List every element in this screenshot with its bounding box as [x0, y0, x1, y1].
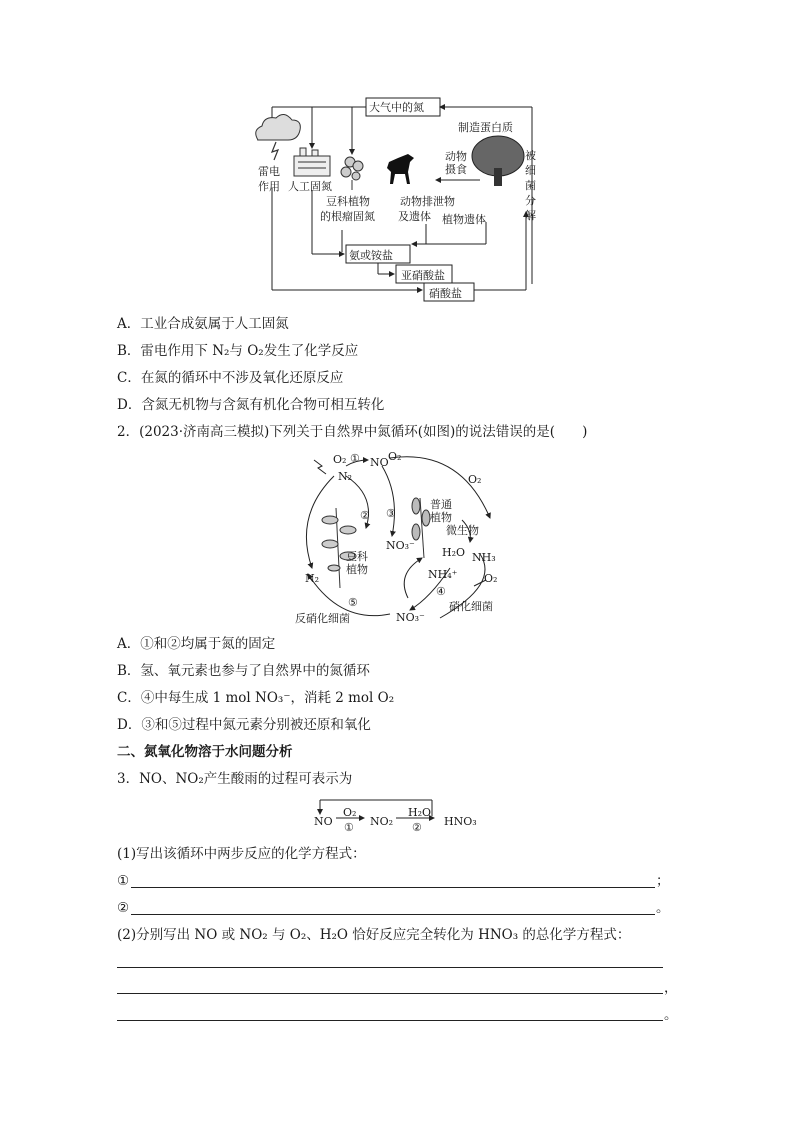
fig2-legume-1: 豆科	[346, 550, 368, 563]
lightning-label-1: 雷电	[258, 165, 280, 178]
q3-sub2: (2)分别写出 NO 或 NO₂ 与 O₂、H₂O 恰好反应完全转化为 HNO₃ 的总化学方程式：	[117, 927, 631, 943]
legume-plant-icon	[341, 157, 363, 190]
artificial-fixation-label: 人工固氮	[288, 180, 332, 193]
fig2-nitrifying: 硝化细菌	[449, 600, 493, 613]
nitrate-box-label: 硝酸盐	[429, 287, 462, 300]
cloud-icon	[256, 114, 301, 160]
atmosphere-label: 大气中的氮	[369, 101, 424, 114]
fig2-microbe: 微生物	[446, 524, 479, 537]
animal-remains-label-2: 及遗体	[398, 210, 431, 223]
answer-line-3[interactable]	[117, 967, 663, 968]
eq-circle-2: ②	[412, 821, 422, 834]
fig2-o2-1: O₂	[333, 453, 347, 466]
fig2-nh3: NH₃	[472, 551, 496, 564]
fig2-plain-plant-2: 植物	[430, 511, 452, 524]
fig2-n2-top: N₂	[338, 470, 353, 483]
fig2-no3-bottom: NO₃⁻	[396, 611, 425, 624]
q1-option-d: D．含氮无机物与含氮有机化合物可相互转化	[117, 397, 385, 413]
fig2-h2o: H₂O	[442, 546, 466, 559]
eat-label-2: 摄食	[445, 163, 467, 176]
q1-option-c: C．在氮的循环中不涉及氧化还原反应	[117, 370, 344, 386]
fig2-nh4: NH₄⁺	[428, 568, 458, 581]
q3-sub1: (1)写出该循环中两步反应的化学方程式：	[117, 846, 366, 862]
lightning-label-2: 作用	[258, 180, 280, 193]
legume-label-1: 豆科植物	[326, 195, 370, 208]
legume-label-2: 的根瘤固氮	[320, 210, 375, 223]
eq-no: NO	[314, 815, 333, 828]
q3-end-comma: ，	[664, 980, 678, 996]
answer-line-2[interactable]	[131, 914, 655, 915]
q3-stem: 3．NO、NO₂产生酸雨的过程可表示为	[117, 771, 353, 787]
fig2-denitrifying: 反硝化细菌	[295, 612, 350, 625]
eq-hno3: HNO₃	[444, 815, 477, 828]
q1-option-b: B．雷电作用下 N₂与 O₂发生了化学反应	[117, 343, 359, 359]
fig2-o2-2: O₂	[388, 450, 402, 463]
fig2-o2-3: O₂	[468, 473, 482, 486]
q3-end-period: 。	[664, 1007, 678, 1023]
section-heading: 二、氮氧化物溶于水问题分析	[117, 744, 293, 760]
eat-label-1: 动物	[445, 150, 467, 163]
nitrite-box-label: 亚硝酸盐	[401, 269, 445, 282]
eq-h2o: H₂O	[408, 806, 432, 819]
fig2-circle-4: ④	[436, 585, 446, 598]
q3-blank2-label: ②	[117, 900, 130, 916]
q3-blank2-end: 。	[656, 900, 670, 916]
fig2-circle-3: ③	[386, 507, 396, 520]
eq-o2: O₂	[343, 806, 357, 819]
q2-option-d: D．③和⑤过程中氮元素分别被还原和氧化	[117, 717, 371, 733]
bacteria-decompose-label: 被 细 菌 分 解	[525, 149, 536, 222]
eq-no2: NO₂	[370, 815, 394, 828]
fig2-circle-1: ①	[350, 452, 360, 465]
q2-stem: 2．(2023·济南高三模拟)下列关于自然界中氮循环(如图)的说法错误的是( )	[117, 424, 588, 440]
animal-remains-label-1: 动物排泄物	[400, 195, 455, 208]
q3-blank1-label: ①	[117, 873, 130, 889]
answer-line-5[interactable]	[117, 1020, 663, 1021]
fig2-circle-2: ②	[360, 509, 370, 522]
tree-icon	[472, 136, 524, 186]
answer-line-1[interactable]	[131, 887, 655, 888]
eq-circle-1: ①	[344, 821, 354, 834]
answer-line-4[interactable]	[117, 993, 663, 994]
fig2-o2-4: O₂	[484, 572, 498, 585]
q2-option-c: C．④中每生成 1 mol NO₃⁻，消耗 2 mol O₂	[117, 690, 395, 706]
q2-option-b: B．氢、氧元素也参与了自然界中的氮循环	[117, 663, 370, 679]
fig2-no: NO	[370, 456, 389, 469]
ammonium-box-label: 氨或铵盐	[349, 249, 393, 262]
q1-option-a: A．工业合成氨属于人工固氮	[117, 316, 289, 332]
horse-icon	[387, 154, 414, 184]
plant-remains-label: 植物遗体	[442, 213, 486, 226]
fig2-plain-plant-1: 普通	[430, 498, 452, 511]
q2-option-a: A．①和②均属于氮的固定	[117, 636, 276, 652]
factory-icon	[294, 148, 330, 176]
protein-label: 制造蛋白质	[458, 121, 513, 134]
q3-blank1-end: ；	[656, 873, 670, 889]
fig2-no3-mid: NO₃⁻	[386, 539, 415, 552]
fig2-circle-5: ⑤	[348, 596, 358, 609]
fig2-n2-left: N₂	[305, 572, 320, 585]
fig2-legume-2: 植物	[346, 563, 368, 576]
